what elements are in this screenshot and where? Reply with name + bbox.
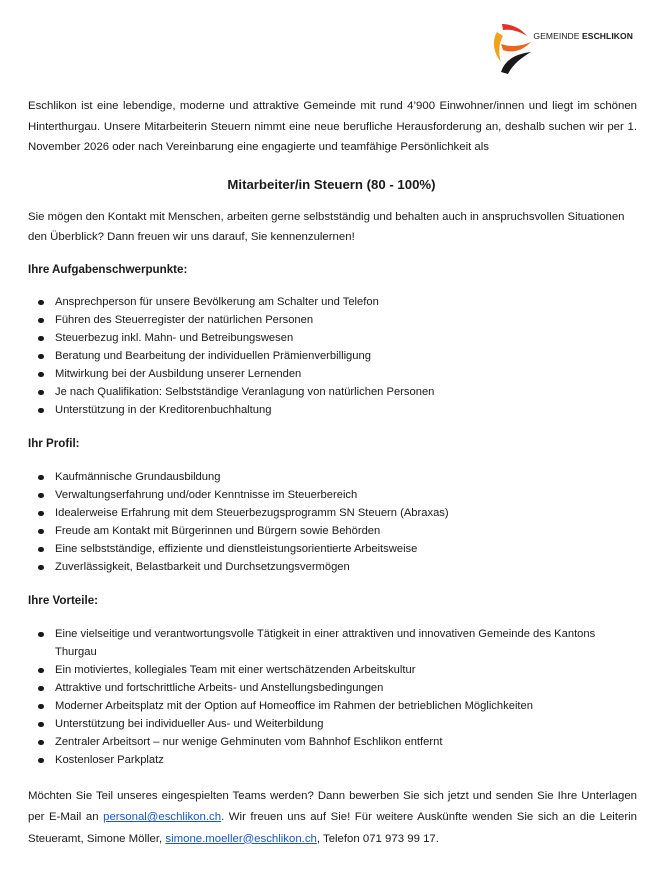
intro-paragraph: Eschlikon ist eine lebendige, moderne und attraktive Gemeinde mit rund 4’900 Einwohner/innen und liegt im schönen Hinterthurgau. Unsere Mitarbeiterin Steuern nimmt eine neue berufliche Herausforderung an, deshalb suchen wir per 1. November 2026 oder nach Vereinbarung eine engagierte und teamfähige Persönlichkeit als <box>28 100 637 154</box>
list-item: Ein motiviertes, kollegiales Team mit einer wertschätzenden Arbeitskultur <box>28 661 639 679</box>
outro-text-3: , Telefon 071 973 99 17. <box>316 832 439 845</box>
list-item: Idealerweise Erfahrung mit dem Steuerbezugsprogramm SN Steuern (Abraxas) <box>28 504 639 522</box>
benefits-list <box>28 625 639 769</box>
logo-text <box>533 31 633 41</box>
list-item: Steuerbezug inkl. Mahn- und Betreibungswesen <box>28 329 639 347</box>
tasks-list <box>28 293 639 419</box>
list-item: Kaufmännische Grundausbildung <box>28 468 639 486</box>
list-item: Verwaltungserfahrung und/oder Kenntnisse im Steuerbereich <box>28 486 639 504</box>
list-item: Eine vielseitige und verantwortungsvolle Tätigkeit in einer attraktiven und innovativen Gemeinde des Kantons Thurgau <box>28 625 639 661</box>
list-item: Zuverlässigkeit, Belastbarkeit und Durchsetzungsvermögen <box>28 558 639 576</box>
list-item: Attraktive und fortschrittliche Arbeits- und Anstellungsbedingungen <box>28 679 639 697</box>
email-link-personal[interactable]: personal@eschlikon.ch <box>103 811 222 824</box>
section-heading-tasks: Ihre Aufgabenschwerpunkte: <box>28 263 188 276</box>
outro-paragraph <box>28 786 637 850</box>
profile-list <box>28 468 639 576</box>
list-item: Je nach Qualifikation: Selbstständige Veranlagung von natürlichen Personen <box>28 383 639 401</box>
gemeinde-eschlikon-logo <box>491 22 633 76</box>
list-item: Unterstützung in der Kreditorenbuchhaltung <box>28 401 639 419</box>
list-item: Zentraler Arbeitsort – nur wenige Gehminuten vom Bahnhof Eschlikon entfernt <box>28 733 639 751</box>
logo-word-gemeinde: GEMEINDE <box>533 31 580 41</box>
outro-text-2: . Wir freuen uns auf Sie! Für weitere Auskünfte wenden Sie sich an die Leiterin Steueramt, Simone Möller, <box>28 811 637 845</box>
list-item: Ansprechperson für unsere Bevölkerung am Schalter und Telefon <box>28 293 639 311</box>
section-heading-profile: Ihr Profil: <box>28 437 80 450</box>
list-item: Führen des Steuerregister der natürlichen Personen <box>28 311 639 329</box>
section-heading-benefits: Ihre Vorteile: <box>28 594 99 607</box>
list-item: Mitwirkung bei der Ausbildung unserer Lernenden <box>28 365 639 383</box>
eschlikon-emblem-icon <box>491 22 535 76</box>
job-title: Mitarbeiter/in Steuern (80 - 100%) <box>227 177 436 192</box>
list-item: Moderner Arbeitsplatz mit der Option auf Homeoffice im Rahmen der betrieblichen Möglichkeiten <box>28 697 639 715</box>
list-item: Eine selbstständige, effiziente und dienstleistungsorientierte Arbeitsweise <box>28 540 639 558</box>
list-item: Freude am Kontakt mit Bürgerinnen und Bürgern sowie Behörden <box>28 522 639 540</box>
logo-word-eschlikon: ESCHLIKON <box>582 31 633 41</box>
lead-paragraph: Sie mögen den Kontakt mit Menschen, arbeiten gerne selbstständig und behalten auch in anspruchsvollen Situationen den Überblick? Dann freuen wir uns darauf, Sie kennenzulernen! <box>28 211 625 243</box>
list-item: Beratung und Bearbeitung der individuellen Prämienverbilligung <box>28 347 639 365</box>
email-link-simone-moeller[interactable]: simone.moeller@eschlikon.ch <box>165 832 317 845</box>
outro-text-1: Möchten Sie Teil unseres eingespielten Teams werden? Dann bewerben Sie sich jetzt und senden Sie Ihre Unterlagen per E-Mail an <box>28 790 637 824</box>
list-item: Kostenloser Parkplatz <box>28 751 639 769</box>
list-item: Unterstützung bei individueller Aus- und Weiterbildung <box>28 715 639 733</box>
